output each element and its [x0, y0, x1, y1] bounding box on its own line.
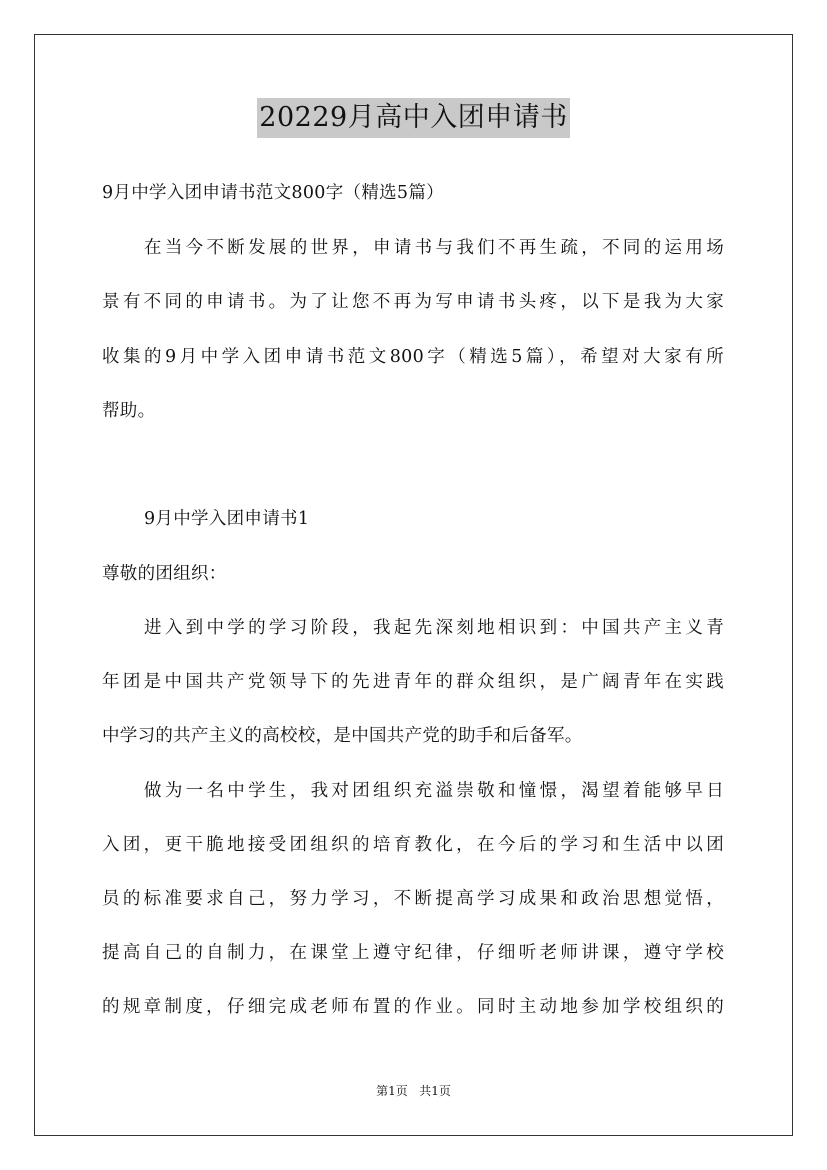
salutation: 尊敬的团组织：	[102, 564, 227, 584]
intro-line-1: 在当今不断发展的世界，申请书与我们不再生疏，不同的运用场	[144, 238, 724, 258]
body-line-6: 员的标准要求自己，努力学习，不断提高学习成果和政治思想觉悟，	[102, 889, 724, 909]
body-line-3: 中学习的共产主义的高校校，是中国共产党的助手和后备军。	[102, 726, 583, 746]
section-heading: 9月中学入团申请书1	[144, 509, 310, 529]
body-line-1: 进入到中学的学习阶段，我起先深刻地相识到：中国共产主义青	[144, 618, 724, 638]
document-title: 20229月高中入团申请书	[257, 98, 569, 138]
intro-line-3: 收集的9月中学入团申请书范文800字（精选5篇），希望对大家有所	[102, 347, 724, 367]
page-number: 第1页	[376, 1084, 408, 1098]
subtitle: 9月中学入团申请书范文800字（精选5篇）	[102, 183, 444, 203]
page-footer	[0, 1083, 827, 1099]
body-line-4: 做为一名中学生，我对团组织充溢崇敬和憧憬，渴望着能够早日	[144, 781, 724, 801]
body-line-5: 入团，更干脆地接受团组织的培育教化，在今后的学习和生活中以团	[102, 835, 724, 855]
title-container	[0, 98, 827, 138]
body-line-8: 的规章制度，仔细完成老师布置的作业。同时主动地参加学校组织的	[102, 997, 724, 1017]
body-line-2: 年团是中国共产党领导下的先进青年的群众组织，是广阔青年在实践	[102, 672, 724, 692]
intro-line-4: 帮助。	[102, 401, 156, 421]
intro-line-2: 景有不同的申请书。为了让您不再为写申请书头疼，以下是我为大家	[102, 292, 724, 312]
body-line-7: 提高自己的自制力，在课堂上遵守纪律，仔细听老师讲课，遵守学校	[102, 943, 724, 963]
page-total: 共1页	[419, 1084, 451, 1098]
